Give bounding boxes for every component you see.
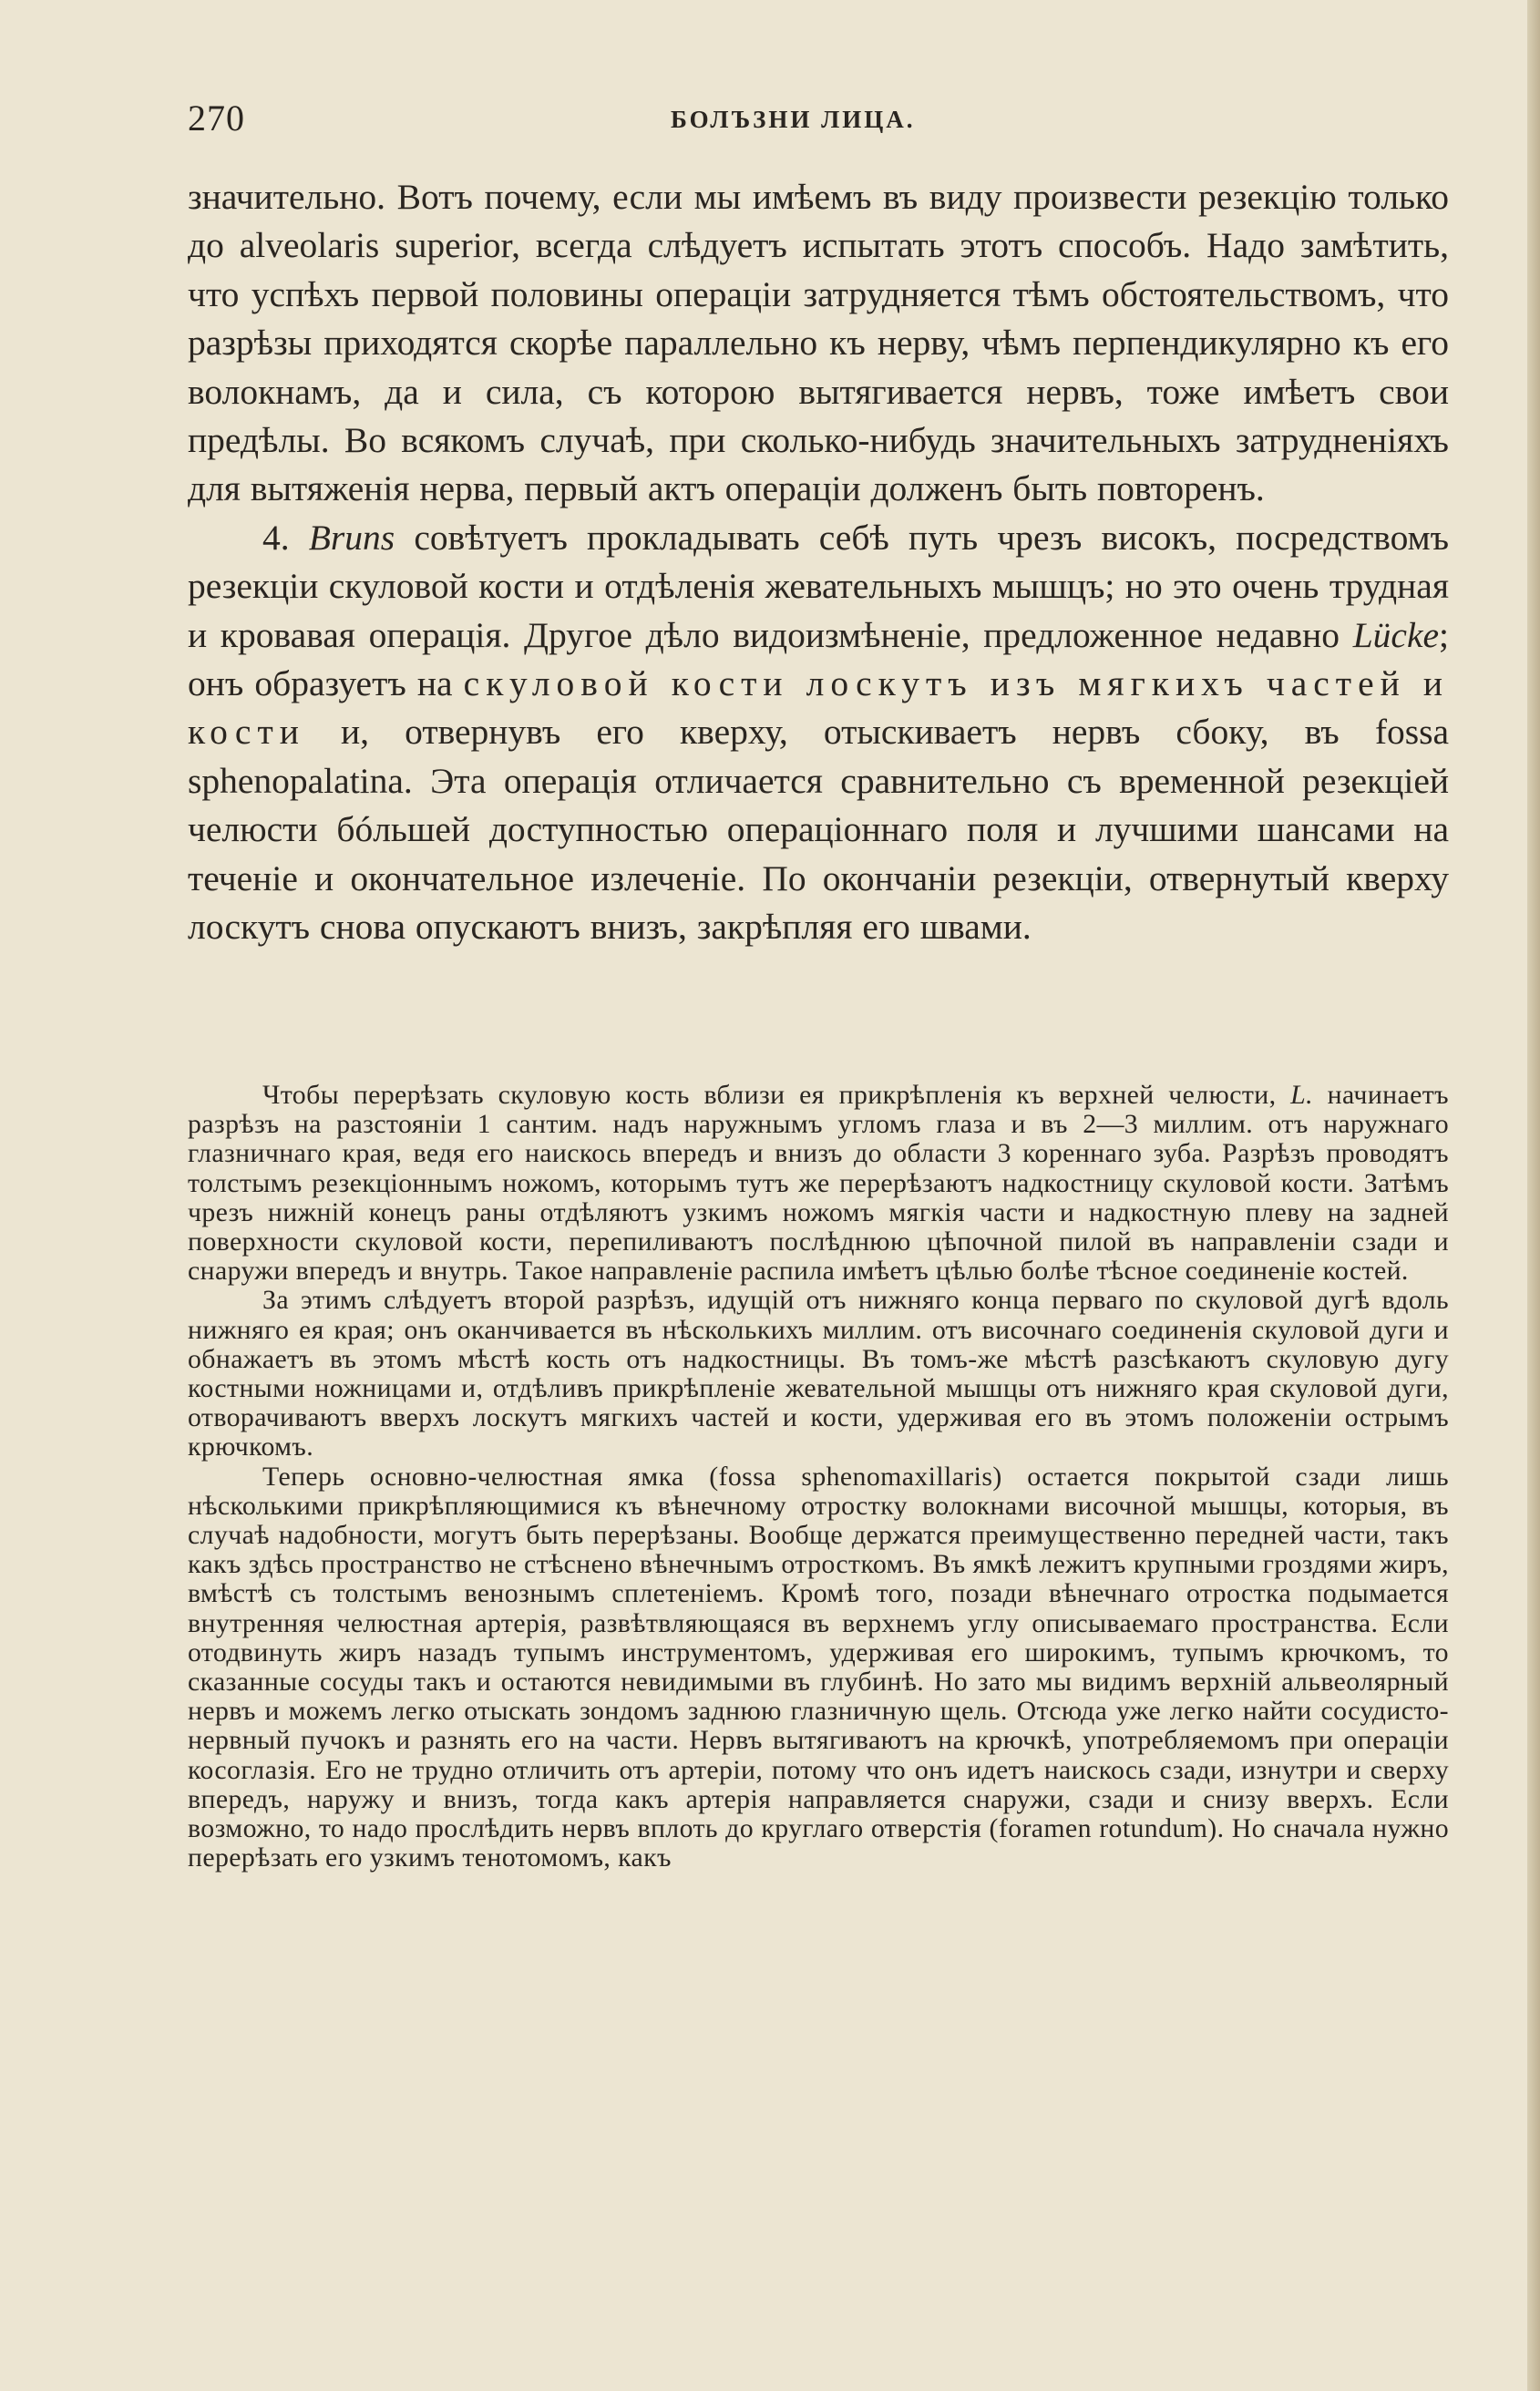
header-title: БОЛЪЗНИ ЛИЦА. (671, 106, 916, 133)
small-paragraph-3: Теперь основно-челюстная ямка (fossa sphenomaxillaris) остается покрытой сзади лишь нѣсколькими прикрѣпляющимися къ вѣнечному отростку волокнами височной мышцы, которыя, въ случаѣ надобности, могутъ быть перерѣзаны. Вообще держатся преимущественно передней части, такъ какъ здѣсь пространство не стѣснено вѣнечнымъ отросткомъ. Въ ямкѣ лежитъ крупными гроздями жиръ, вмѣстѣ съ толстымъ венознымъ сплетеніемъ. Кромѣ того, позади вѣнечнаго отростка подымается внутренняя челюстная артерія, развѣтвляющаяся въ верхнемъ углу описываемаго пространства. Если отодвинуть жиръ назадъ тупымъ инструментомъ, удерживая его широкимъ, тупымъ крючкомъ, то сказанные сосуды такъ и остаются невидимыми въ глубинѣ. Но зато мы видимъ верхній альвеолярный нервъ и можемъ легко отыскать зондомъ заднюю глазничную щель. Отсюда уже легко найти сосудисто-нервный пучокъ и разнять его на части. Нервъ вытягиваютъ на крючкѣ, употребляемомъ при операціи косоглазія. Его не трудно отличить отъ артеріи, потому что онъ идетъ наискось сзади, изнутри и сверху впередъ, наружу и внизъ, тогда какъ артерія направляется снаружи, сзади и снизу вверхъ. Если возможно, то надо прослѣдить нервъ вплоть до круглаго отверстія (foramen rotundum). Но сначала нужно перерѣзать его узкимъ тенотомомъ, какъ (188, 1461, 1449, 1873)
author-name-lucke: Lücke (1352, 614, 1440, 655)
small-paragraph-1-text-a: Чтобы перерѣзать скуловую кость вблизи ея прикрѣпленія къ верхней челюсти, (262, 1080, 1277, 1110)
small-paragraph-2: За этимъ слѣдуетъ второй разрѣзъ, идущій отъ нижняго конца перваго по скуловой дугѣ вдоль нижняго ея края; онъ оканчивается въ нѣсколькихъ миллим. отъ височнаго соединенія скуловой дуги и обнажаетъ въ этомъ мѣстѣ кость отъ надкостницы. Въ томъ-же мѣстѣ разсѣкаютъ скуловую дугу костными ножницами и, отдѣливъ прикрѣпленіе жевательной мышцы отъ нижняго края скуловой дуги, отворачиваютъ вверхъ лоскутъ мягкихъ частей и кости, удерживая его въ этомъ положеніи острымъ крючкомъ. (188, 1285, 1449, 1462)
author-name-bruns: Bruns (308, 517, 395, 558)
author-initial: L. (1290, 1080, 1313, 1110)
main-paragraph-2-text-b: ; онъ образуетъ на (188, 614, 1449, 704)
small-paragraph-1-text-b: начинаетъ разрѣзъ на разстояніи 1 сантим. надъ наружнымъ угломъ глаза и въ 2—3 миллим. отъ наружнаго глазничнаго края, ведя его наискось впередъ и внизъ до области 3 кореннаго зуба. Разрѣзъ проводятъ толстымъ резекціоннымъ ножомъ, которымъ тутъ же перерѣзаютъ надкостницу скуловой кости. Затѣмъ чрезъ нижній конецъ раны отдѣляютъ узкимъ ножомъ мягкія части и надкостную плеву на задней поверхности скуловой кости, перепиливаютъ послѣднюю цѣпочной пилой въ направленіи сзади и снаружи впередъ и внутрь. Такое направленіе распила имѣетъ цѣлью болѣе тѣсное соединеніе костей. (188, 1080, 1449, 1287)
main-paragraph-2-text-a: совѣтуетъ прокладывать себѣ путь чрезъ високъ, посредствомъ резекціи скуловой кости и отдѣленія жевательныхъ мышцъ; но это очень трудная и кровавая операція. Другое дѣло видоизмѣненіе, предложенное недавно (188, 517, 1450, 655)
page-number: 270 (188, 97, 245, 139)
item-number: 4. (262, 517, 290, 558)
main-paragraph-1: значительно. Вотъ почему, если мы имѣемъ въ виду произвести резекцію только до alveolaris superior, всегда слѣдуетъ испытать этотъ способъ. Надо замѣтить, что успѣхъ первой половины операціи затрудняется тѣмъ обстоятельствомъ, что разрѣзы приходятся скорѣе параллельно къ нерву, чѣмъ перпендикулярно къ его волокнамъ, да и сила, съ которою вытягивается нервъ, тоже имѣетъ свои предѣлы. Во всякомъ случаѣ, при сколько-нибудь значительныхъ затрудненіяхъ для вытяженія нерва, первый актъ операціи долженъ быть повторенъ. (188, 177, 1449, 509)
main-paragraph-2 (188, 514, 1449, 952)
spaced-emphasis: скуловой кости лоскутъ изъ мягкихъ частей и кости (188, 663, 1449, 753)
small-print-text (188, 1081, 1449, 1873)
running-head (188, 97, 1381, 142)
page-edge (1527, 0, 1540, 2391)
small-paragraph-1 (188, 1081, 1449, 1286)
main-paragraph-2-text-c: и, отвернувъ его кверху, отыскиваетъ нервъ сбоку, въ fossa sphenopalatina. Эта операція отличается сравнительно съ временной резекціей челюсти бóльшей доступностью операціоннаго поля и лучшими шансами на теченіе и окончательное излеченіе. По окончаніи резекціи, отвернутый кверху лоскутъ снова опускаютъ внизъ, закрѣпляя его швами. (188, 712, 1450, 948)
main-text (188, 173, 1449, 952)
